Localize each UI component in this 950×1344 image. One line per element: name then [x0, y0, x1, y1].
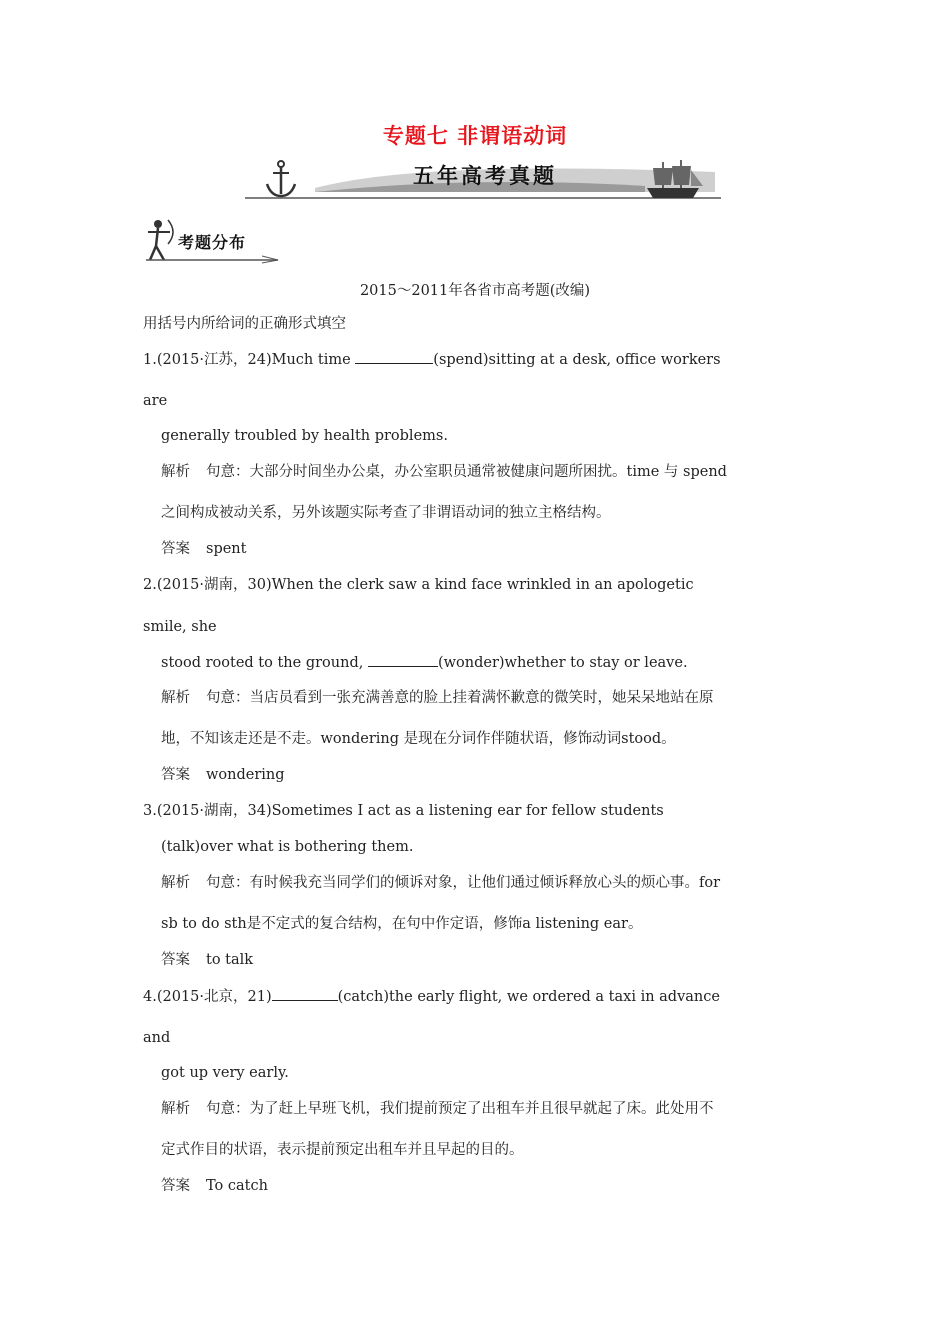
question-1-line-3: generally troubled by health problems.	[161, 428, 448, 444]
answer-blank	[368, 652, 438, 667]
question-3-line-1: 3.(2015·湖南，34)Sometimes I act as a listening ear for fellow students	[143, 803, 664, 819]
answer-4	[161, 1176, 268, 1196]
explanation-label: 解析	[161, 464, 190, 480]
explanation-3-line-1	[161, 873, 720, 893]
question-1-text-b: (spend)sitting at a desk, office workers	[433, 352, 721, 368]
explanation-3-line-2: sb to do sth是不定式的复合结构，在句中作定语，修饰a listening ear。	[161, 916, 643, 932]
answer-text: spent	[206, 541, 247, 557]
answer-1	[161, 539, 246, 559]
answer-label: 答案	[161, 952, 190, 968]
question-3-line-2: (talk)over what is bothering them.	[161, 839, 414, 855]
question-4-text-b: (catch)the early flight, we ordered a taxi in advance	[337, 989, 720, 1005]
question-2-line-1: 2.(2015·湖南，30)When the clerk saw a kind face wrinkled in an apologetic	[143, 577, 694, 593]
question-2-line-3	[161, 652, 688, 673]
explanation-label: 解析	[161, 1101, 190, 1117]
question-4-line-1	[143, 986, 720, 1007]
question-2-text-b: (wonder)whether to stay or leave.	[437, 655, 688, 671]
explanation-label: 解析	[161, 875, 190, 891]
answer-blank	[355, 349, 433, 364]
explanation-1-line-1	[161, 462, 727, 482]
explanation-text: 句意：当店员看到一张充满善意的脸上挂着满怀歉意的微笑时，她呆呆地站在原	[206, 690, 714, 706]
explanation-4-line-1	[161, 1099, 714, 1119]
answer-3	[161, 950, 253, 970]
answer-blank	[272, 986, 338, 1001]
question-2-line-2: smile, she	[143, 619, 217, 635]
explanation-2-line-2: 地，不知该走还是不走。wondering 是现在分词作伴随状语，修饰动词stood。	[161, 731, 676, 747]
instruction: 用括号内所给词的正确形式填空	[143, 316, 346, 332]
source-subtitle: 2015～2011年各省市高考题(改编)	[359, 283, 591, 299]
explanation-text: 句意：有时候我充当同学们的倾诉对象，让他们通过倾诉释放心头的烦心事。for	[206, 875, 721, 891]
question-1-text: 1.(2015·江苏，24)Much time	[143, 352, 356, 368]
explanation-4-line-2: 定式作目的状语，表示提前预定出租车并且早起的目的。	[161, 1142, 524, 1158]
answer-label: 答案	[161, 767, 190, 783]
question-2-text: stood rooted to the ground,	[161, 655, 368, 671]
answer-label: 答案	[161, 541, 190, 557]
question-1-line-1	[143, 349, 721, 370]
banner	[245, 158, 725, 202]
answer-text: to talk	[206, 952, 254, 968]
question-1-line-2: are	[143, 393, 168, 409]
section-label: 考题分布	[178, 233, 247, 252]
page-title: 专题七 非谓语动词	[382, 124, 568, 148]
explanation-2-line-1	[161, 688, 714, 708]
question-4-line-2: and	[143, 1030, 171, 1046]
answer-2	[161, 765, 285, 785]
section-header	[142, 216, 282, 264]
explanation-label: 解析	[161, 690, 190, 706]
banner-title: 五年高考真题	[413, 164, 557, 188]
explanation-text: 句意：为了赶上早班飞机，我们提前预定了出租车并且很早就起了床。此处用不	[206, 1101, 714, 1117]
explanation-1-line-2: 之间构成被动关系，另外该题实际考查了非谓语动词的独立主格结构。	[161, 505, 611, 521]
answer-text: wondering	[206, 767, 285, 783]
answer-label: 答案	[161, 1178, 190, 1194]
question-4-line-3: got up very early.	[161, 1065, 289, 1081]
answer-text: To catch	[206, 1178, 268, 1194]
question-4-text: 4.(2015·北京，21)	[143, 989, 272, 1005]
explanation-text: 句意：大部分时间坐办公桌，办公室职员通常被健康问题所困扰。time 与 spend	[206, 464, 727, 480]
